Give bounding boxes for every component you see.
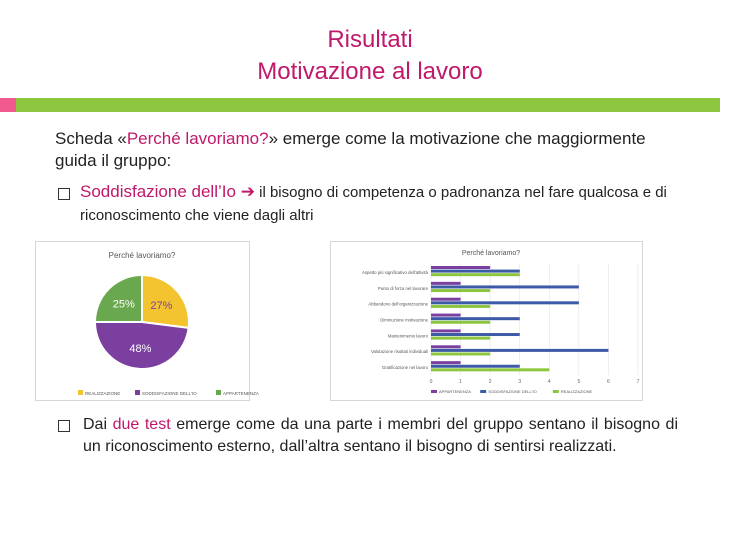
bullet-2-prefix: Dai [83, 416, 113, 433]
bar-chart-title: Perché lavoriamo? [461, 250, 521, 257]
slide-title [0, 24, 740, 88]
bar [431, 337, 490, 340]
bar-category-label: Punto di forza nel lavorare [377, 285, 428, 291]
pie-chart-svg [36, 242, 259, 400]
bar-legend-swatch [553, 390, 559, 393]
bar-category-label: Abbandono dell'organizzazione [368, 301, 428, 307]
bar [431, 314, 461, 317]
bar [431, 273, 520, 276]
intro-suffix: » emerge come la motivazione che maggiormente guida il gruppo: [55, 129, 646, 170]
pie-chart-title: Perché lavoriamo? [108, 251, 176, 260]
bar-legend-label: APPARTENENZA [439, 389, 471, 394]
pie-legend-swatch [135, 390, 140, 395]
bar-x-tick-label: 2 [488, 379, 492, 385]
bar [431, 270, 520, 273]
title-line-2: Motivazione al lavoro [257, 58, 483, 85]
bar-x-tick-label: 6 [607, 379, 610, 385]
pie-data-label: 25% [112, 298, 135, 311]
bar-chart [330, 241, 643, 401]
bar [431, 282, 461, 285]
pie-legend-swatch [216, 390, 221, 395]
intro-prefix: Scheda « [55, 129, 127, 148]
bar [431, 333, 520, 336]
bar-x-tick-label: 5 [577, 379, 581, 385]
bar [431, 361, 461, 364]
arrow-right-icon: ➔ [240, 182, 255, 201]
bar [431, 329, 461, 332]
accent-bar-green [16, 98, 720, 112]
pie-data-label: 27% [150, 299, 173, 312]
bar-legend-label: REALIZZAZIONE [560, 389, 593, 394]
bullet-1 [80, 181, 690, 227]
pie-legend-label: SODDISFAZIONE DELL'IO [142, 391, 197, 396]
bar [431, 285, 579, 288]
bar [431, 368, 549, 371]
bullet-2 [83, 414, 678, 458]
bar-x-tick-label: 4 [547, 379, 551, 385]
bar [431, 321, 490, 324]
bullet-1-text: il bisogno di competenza o padronanza nel fare qualcosa e di riconoscimento che viene dagli altri [80, 184, 667, 224]
bar [431, 298, 461, 301]
bar [431, 345, 461, 348]
bullet-2-highlight: due test [112, 416, 171, 433]
bar [431, 349, 608, 352]
bar [431, 365, 520, 368]
bar-category-label: Valutazione risultati individuali [370, 349, 428, 355]
bar-category-label: Gratificazione nel lavoro [381, 365, 428, 371]
bar-legend-label: SODDISFAZIONE DELL'IO [488, 389, 537, 394]
bullet-1-strong: Soddisfazione dell’Io [80, 182, 236, 201]
intro-text [55, 128, 675, 172]
bullet-2-suffix: emerge come da una parte i membri del gruppo sentano il bisogno di un riconoscimento esterno, dall’altra sentano il bisogno di sentirsi realizzati. [83, 416, 678, 455]
bar-x-tick-label: 0 [429, 379, 433, 385]
pie-legend-label: REALIZZAZIONE [85, 391, 121, 396]
intro-highlight: Perché lavoriamo? [126, 129, 269, 148]
bar [431, 266, 490, 269]
pie-legend-label: APPARTENENZA [223, 391, 259, 396]
bar [431, 352, 490, 355]
bullet-box-icon [58, 188, 70, 200]
bar-category-label: Diminuzione motivazione [380, 317, 428, 323]
bullet-box-icon [58, 420, 70, 432]
pie-chart [35, 241, 259, 401]
bar-x-tick-label: 1 [459, 379, 462, 385]
bar-category-label: Aspetto più significativo dell'attività [361, 269, 428, 275]
bar-x-tick-label: 7 [636, 379, 640, 385]
bar-chart-svg [331, 242, 642, 400]
bar [431, 289, 490, 292]
pie-data-label: 48% [129, 342, 152, 355]
title-line-1: Risultati [327, 26, 413, 53]
bar-legend-swatch [480, 390, 486, 393]
bar-category-label: Mantenimento lavoro [387, 333, 428, 339]
bar-legend-swatch [431, 390, 437, 393]
pie-legend-swatch [78, 390, 83, 395]
bar-x-tick-label: 3 [518, 379, 522, 385]
bar [431, 301, 579, 304]
bar [431, 317, 520, 320]
accent-bar-pink [0, 98, 16, 112]
bar [431, 305, 490, 308]
